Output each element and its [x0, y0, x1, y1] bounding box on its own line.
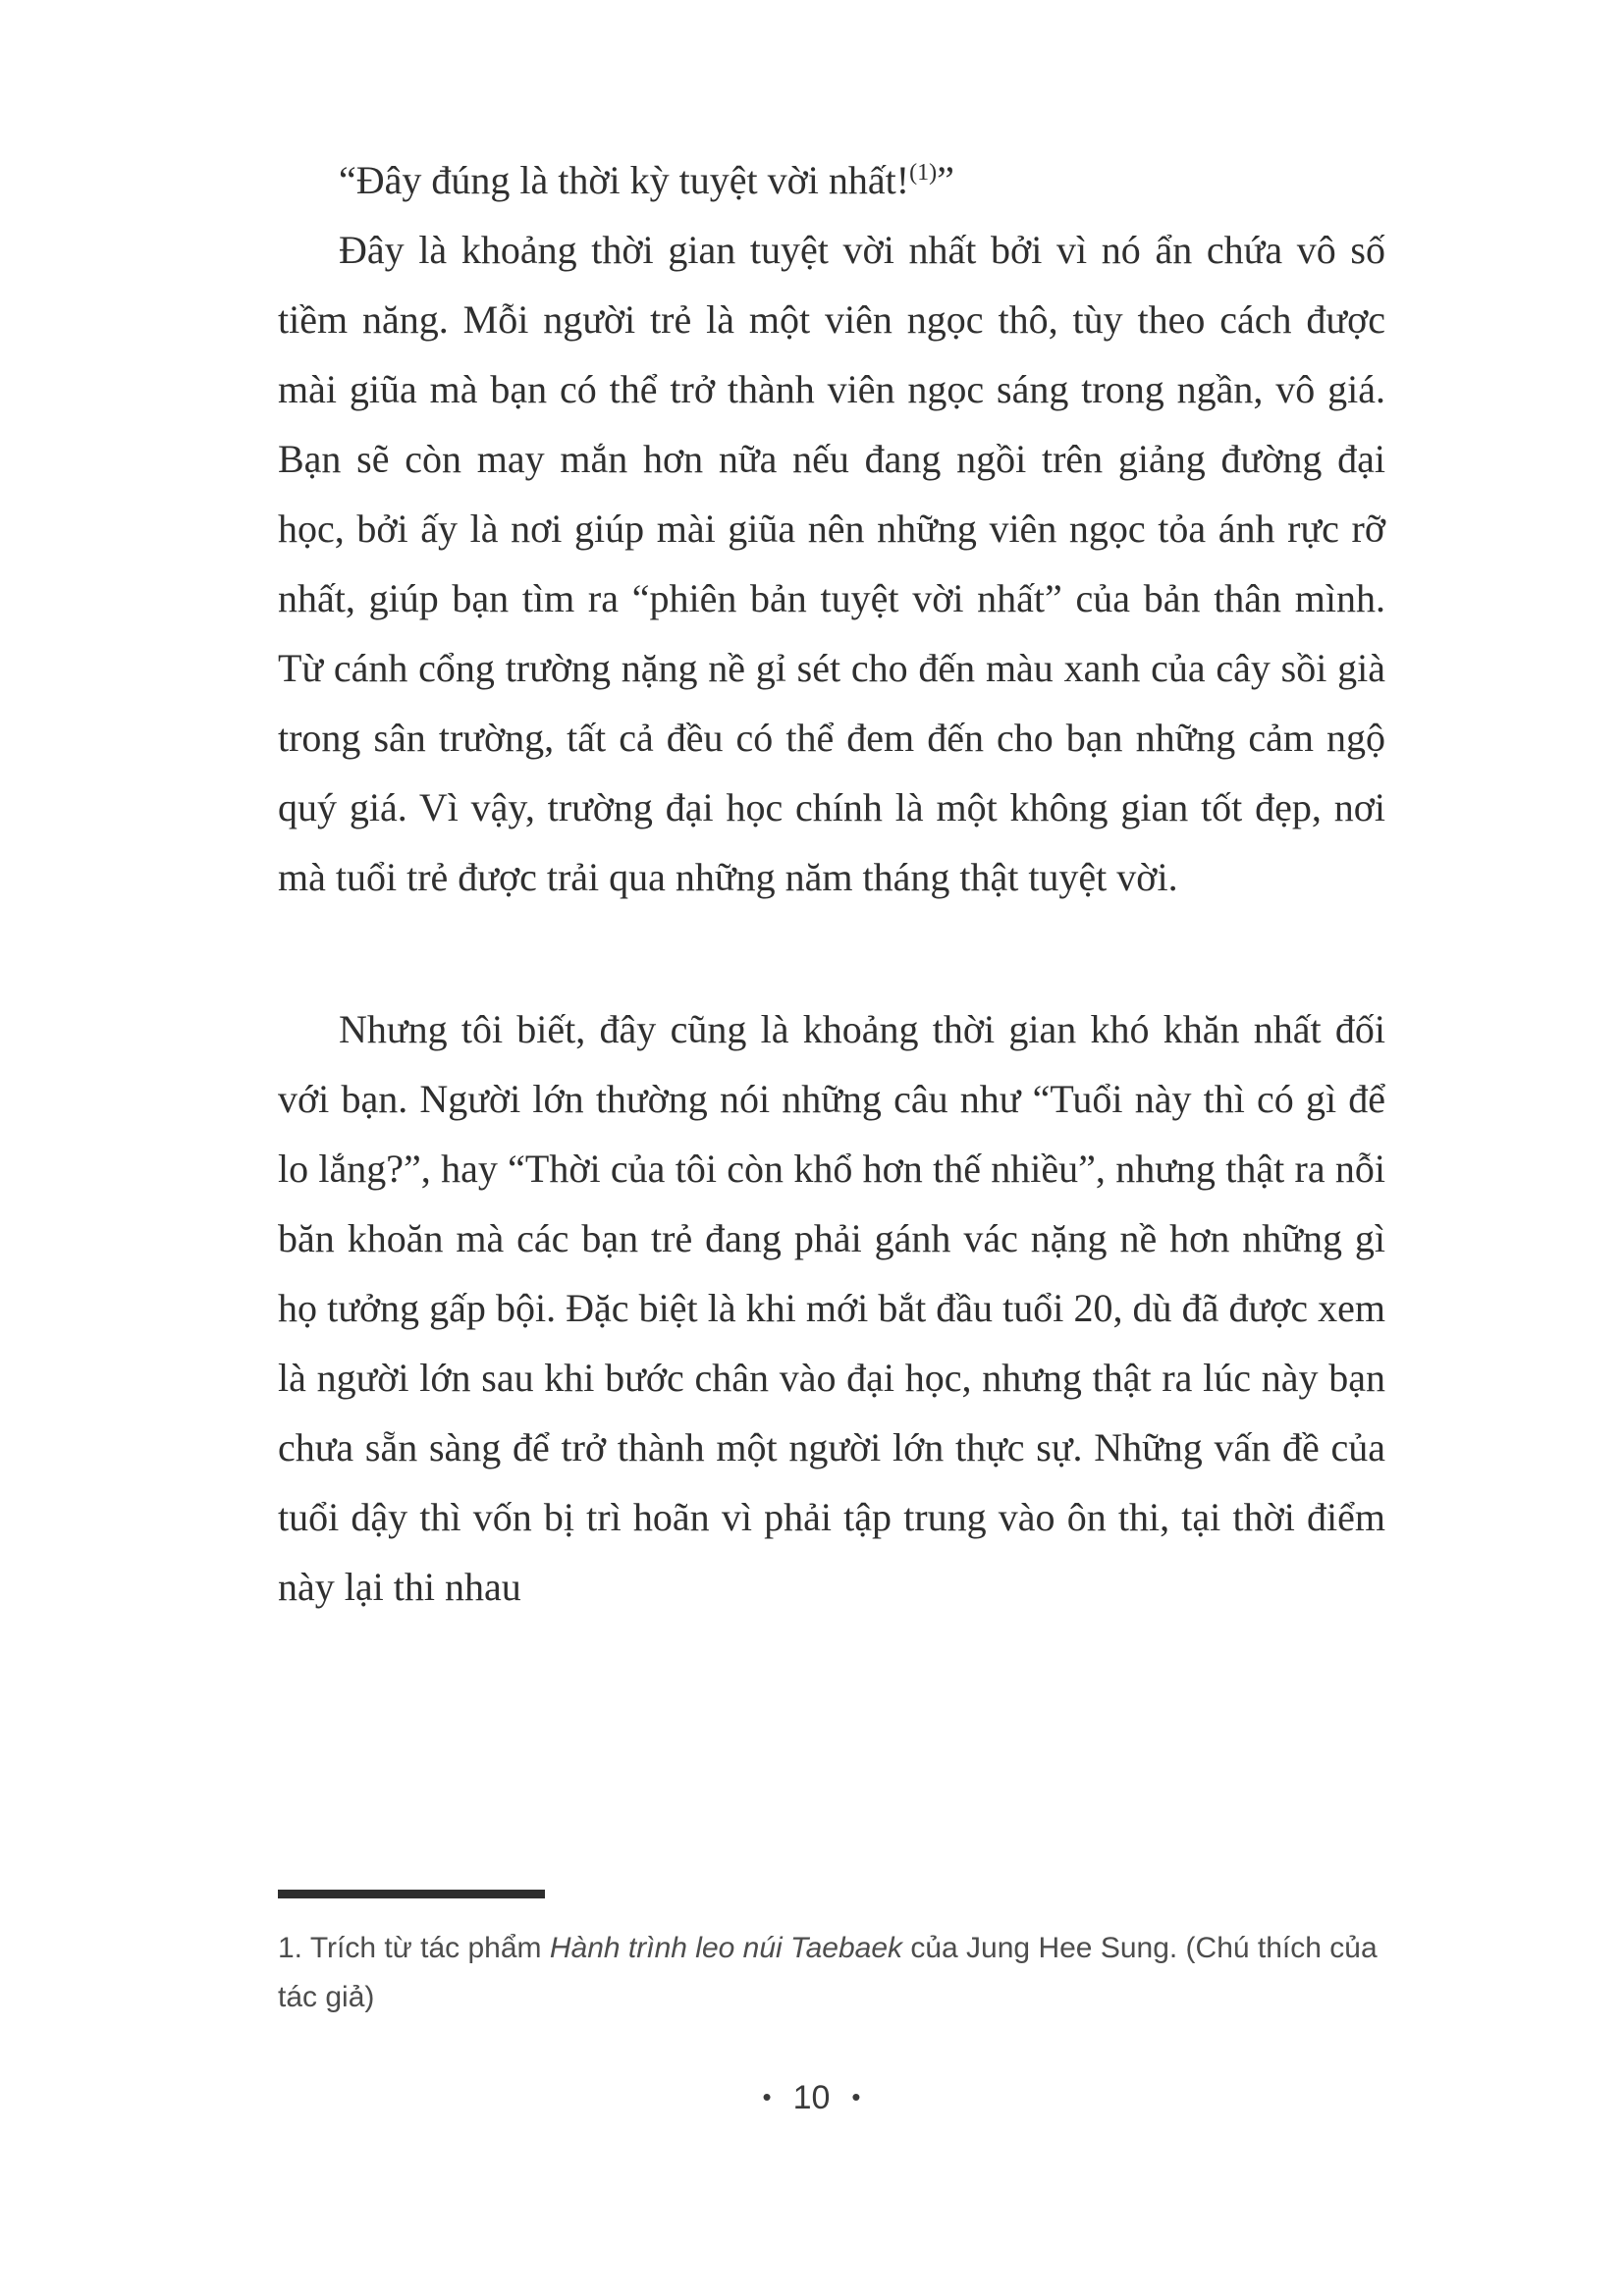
page-number-bullet-left: •: [762, 2082, 772, 2111]
footnote-reference-marker: (1): [909, 160, 938, 186]
body-paragraph-2: Nhưng tôi biết, đây cũng là khoảng thời gian khó khăn nhất đối với bạn. Người lớn thường nói những câu như “Tuổi này thì có gì để lo lắng?”, hay “Thời của tôi còn khổ hơn thế nhiều”, nhưng thật ra nỗi băn khoăn mà các bạn trẻ đang phải gánh vác nặng nề hơn những gì họ tưởng gấp bội. Đặc biệt là khi mới bắt đầu tuổi 20, dù đã được xem là người lớn sau khi bước chân vào đại học, nhưng thật ra lúc này bạn chưa sẵn sàng để trở thành một người lớn thực sự. Những vấn đề của tuổi dậy thì vốn bị trì hoãn vì phải tập trung vào ôn thi, tại thời điểm này lại thi nhau: [278, 1007, 1385, 1609]
body-text-block: [278, 145, 1385, 1622]
footnote-prefix: 1. Trích từ tác phẩm: [278, 1932, 550, 1964]
body-paragraph-1: Đây là khoảng thời gian tuyệt vời nhất bởi vì nó ẩn chứa vô số tiềm năng. Mỗi người trẻ là một viên ngọc thô, tùy theo cách được mài giũa mà bạn có thể trở thành viên ngọc sáng trong ngần, vô giá. Bạn sẽ còn may mắn hơn nữa nếu đang ngồi trên giảng đường đại học, bởi ấy là nơi giúp mài giũa nên những viên ngọc tỏa ánh rực rỡ nhất, giúp bạn tìm ra “phiên bản tuyệt vời nhất” của bản thân mình. Từ cánh cổng trường nặng nề gỉ sét cho đến màu xanh của cây sồi già trong sân trường, tất cả đều có thể đem đến cho bạn những cảm ngộ quý giá. Vì vậy, trường đại học chính là một không gian tốt đẹp, nơi mà tuổi trẻ được trải qua những năm tháng thật tuyệt vời.: [278, 228, 1385, 899]
footnote-text: [278, 1924, 1385, 2022]
page-number-bullet-right: •: [851, 2082, 861, 2111]
opening-quote-line: [278, 145, 1385, 215]
quote-close: ”: [937, 158, 954, 202]
footnote-block: [278, 1890, 1385, 2022]
page-number-value: 10: [792, 2079, 831, 2116]
footnote-separator: [278, 1890, 545, 1898]
quote-text: “Đây đúng là thời kỳ tuyệt vời nhất!: [339, 158, 910, 202]
footnote-work-title: Hành trình leo núi Taebaek: [549, 1932, 903, 1964]
footnote-suffix: của Jung Hee Sung. (Chú thích của tác giả): [278, 1932, 1378, 2013]
page-number: [0, 2079, 1623, 2117]
